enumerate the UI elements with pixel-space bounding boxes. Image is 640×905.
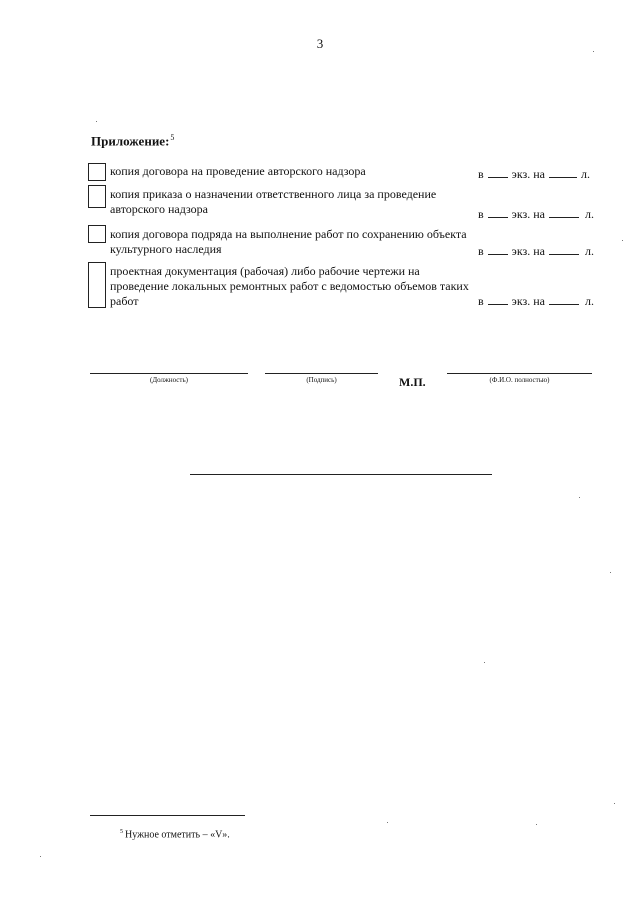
appendix-title: Приложение: [91, 133, 170, 149]
scan-speck [579, 497, 580, 498]
item-checkbox-3[interactable] [88, 225, 106, 243]
item-text-3: копия договора подряда на выполнение работ по сохранению объекта культурного наследия [110, 227, 467, 256]
quantity-middle: экз. на [511, 294, 545, 308]
quantity-prefix: в [478, 167, 484, 181]
pages-blank[interactable] [549, 166, 577, 178]
scan-speck [96, 121, 97, 122]
quantity-suffix: л. [584, 244, 594, 258]
signature-label: (Подпись) [306, 376, 337, 384]
appendix-heading [91, 133, 174, 149]
quantity-prefix: в [478, 244, 484, 258]
full-name-signature-line[interactable] [447, 373, 592, 374]
quantity-suffix: л. [584, 207, 594, 221]
stamp-placeholder: М.П. [399, 375, 426, 389]
scan-speck [40, 856, 41, 857]
quantity-middle: экз. на [511, 167, 545, 181]
full-name-label: (Ф.И.О. полностью) [489, 376, 550, 384]
pages-blank[interactable] [549, 243, 579, 255]
item-quantity-4 [478, 293, 594, 309]
item-quantity-3 [478, 243, 594, 259]
footnote-text: Нужное отметить – «V». [125, 829, 230, 841]
footnote-reference: 5 [170, 133, 175, 142]
scan-speck [387, 822, 388, 823]
quantity-middle: экз. на [511, 207, 545, 221]
item-checkbox-2[interactable] [88, 185, 106, 208]
signature-line[interactable] [265, 373, 378, 374]
copies-blank[interactable] [488, 166, 508, 178]
copies-blank[interactable] [488, 206, 508, 218]
quantity-suffix: л. [580, 167, 590, 181]
scan-speck [614, 803, 615, 804]
item-text-4: проектная документация (рабочая) либо рабочие чертежи на проведение локальных ремонтных работ с ведомостью объемов таких работ [110, 264, 469, 308]
scan-speck [484, 662, 485, 663]
quantity-prefix: в [478, 207, 484, 221]
item-text-1: копия договора на проведение авторского надзора [110, 164, 366, 178]
copies-blank[interactable] [488, 243, 508, 255]
item-checkbox-1[interactable] [88, 163, 106, 181]
quantity-prefix: в [478, 294, 484, 308]
quantity-middle: экз. на [511, 244, 545, 258]
scan-speck [593, 51, 594, 52]
scan-speck [622, 240, 623, 241]
footnote-number: 5 [120, 829, 123, 835]
item-quantity-1 [478, 166, 590, 182]
position-signature-line[interactable] [90, 373, 248, 374]
footnote [120, 829, 230, 840]
pages-blank[interactable] [549, 206, 579, 218]
page-number: 3 [316, 36, 324, 51]
scan-speck [536, 824, 537, 825]
item-text-2: копия приказа о назначении ответственного лица за проведение авторского надзора [110, 187, 437, 216]
item-checkbox-4[interactable] [88, 262, 106, 308]
footnote-separator [90, 815, 245, 816]
pages-blank[interactable] [549, 293, 579, 305]
position-label: (Должность) [150, 376, 188, 384]
copies-blank[interactable] [488, 293, 508, 305]
scan-speck [610, 572, 611, 573]
quantity-suffix: л. [584, 294, 594, 308]
separator-line [190, 474, 492, 475]
item-quantity-2 [478, 206, 594, 222]
